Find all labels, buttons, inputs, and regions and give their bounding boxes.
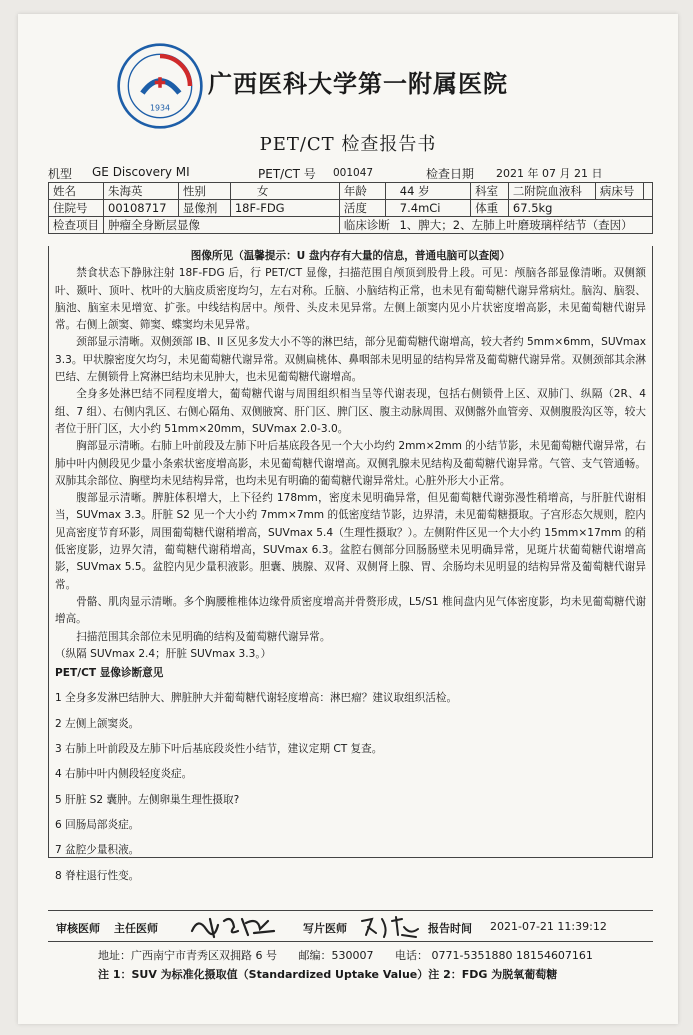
dept-label: 科室 (471, 183, 509, 200)
diag-value: 1、脾大；2、左肺上叶磨玻璃样结节（查因） (399, 218, 633, 232)
model-label: 机型 (48, 167, 73, 181)
weight-label: 体重 (471, 200, 509, 217)
dept-value: 二附院血液科 (508, 183, 595, 200)
writer-signature-icon (358, 913, 422, 941)
activity-label: 活度 (339, 200, 385, 217)
item-label: 检查项目 (49, 217, 104, 234)
suv-note: （纵隔 SUVmax 2.4；肝脏 SUVmax 3.3。） (55, 647, 272, 660)
footer-phone: 电话： 0771-5351880 18154607161 (395, 949, 593, 962)
hospno-value: 00108717 (104, 200, 179, 217)
report-page (18, 14, 678, 1024)
time-value: 2021-07-21 11:39:12 (490, 920, 607, 933)
sex-value: 女 (230, 183, 339, 200)
diagnosis-cell (339, 217, 652, 234)
reviewer-label: 审核医师 (56, 922, 100, 935)
sex-label: 性别 (178, 183, 230, 200)
findings-section (48, 246, 653, 882)
findings-paragraph: 骨骼、肌肉显示清晰。多个胸腰椎椎体边缘骨质密度增高并骨赘形成，L5/S1 椎间盘内见气体密度影，均未见葡萄糖代谢增高。 (55, 595, 646, 626)
impression-item: 8 脊柱退行性变。 (55, 869, 140, 882)
impression-item: 5 肝脏 S2 囊肿。左侧卵巢生理性摄取? (55, 793, 240, 806)
agent-label: 显像剂 (178, 200, 230, 217)
findings-title: 图像所见（温馨提示：U 盘内存有大量的信息，普通电脑可以查阅） (190, 250, 511, 262)
reviewer-signature-icon (188, 913, 278, 941)
report-title: PET/CT 检查报告书 (259, 134, 437, 155)
findings-paragraph: 胸部显示清晰。右肺上叶前段及左肺下叶后基底段各见一个大小均约 2mm×2mm 的小结节影，未见葡萄糖代谢异常，右肺中叶内侧段见少量小条索状密度增高影，未见葡萄糖代谢增高。双侧乳腺未见结构及葡萄糖代谢异常。气管、支气管通畅。双肺其余部位、胸壁均未见结构异常，也均未见有明确的葡萄糖代谢异常灶。心脏外形大小正常。 (55, 440, 646, 487)
impression-item: 4 右肺中叶内侧段轻度炎症。 (55, 768, 193, 781)
signature-row (48, 910, 653, 942)
hospital-name: 广西医科大学第一附属医院 (208, 69, 508, 98)
writer-label: 写片医师 (303, 922, 347, 935)
date-value: 2021 年 07 月 21 日 (496, 167, 603, 180)
findings-paragraph: 全身多处淋巴结不同程度增大，葡萄糖代谢与周围组织相当呈等代谢表现，包括右侧锁骨上区、双肺门、纵隔（2R、4 组、7 组）、右侧内乳区、右侧心隔角、双侧腋窝、肝门区、脾门区、腹主动脉周围、双侧髂外血管旁、双侧腹股沟区等，较大者位于肝门区，大小约 51mm×20mm，SUVmax 2.0-3.0。 (55, 388, 646, 435)
petct-label: PET/CT 号 (258, 167, 316, 181)
item-value: 肿瘤全身断层显像 (104, 217, 340, 234)
agent-value: 18F-FDG (230, 200, 339, 217)
age-label: 年龄 (339, 183, 385, 200)
logo-year: 1934 (149, 103, 171, 113)
hospno-label: 住院号 (49, 200, 104, 217)
findings-paragraph: 颈部显示清晰。双侧颈部 IB、II 区见多发大小不等的淋巴结，部分见葡萄糖代谢增高，较大者约 5mm×6mm，SUVmax 3.3。甲状腺密度欠均匀，未见葡萄糖代谢异常。双侧扁桃体、鼻咽部未见明显的结构异常及葡萄糖代谢异常。双侧颈部其余淋巴结、左侧锁骨上窝淋巴结均未见肿大，也未见葡萄糖代谢增高。 (55, 336, 646, 384)
impression-title: PET/CT 显像诊断意见 (55, 667, 164, 680)
impression-item: 3 右肺上叶前段及左肺下叶后基底段炎性小结节，建议定期 CT 复查。 (55, 743, 383, 756)
weight-value: 67.5kg (508, 200, 652, 217)
footer-postcode: 邮编：530007 (298, 949, 374, 962)
findings-paragraph: 扫描范围其余部位未见明确的结构及葡萄糖代谢异常。 (76, 630, 331, 643)
bed-label: 病床号 (595, 183, 643, 200)
chief-label: 主任医师 (114, 922, 158, 935)
time-label: 报告时间 (428, 922, 472, 935)
age-value: 44 岁 (385, 183, 470, 200)
date-label: 检查日期 (426, 167, 475, 181)
footer-contact (98, 947, 611, 963)
impression-item: 1 全身多发淋巴结肿大、脾脏肿大并葡萄糖代谢轻度增高：淋巴瘤？建议取组织活检。 (55, 692, 458, 705)
impression-item: 2 左侧上颌窦炎。 (55, 717, 140, 730)
patient-info-table (48, 182, 653, 234)
footer-address: 地址：广西南宁市青秀区双拥路 6 号 (98, 949, 277, 962)
meta-line (48, 164, 648, 183)
footer-notes: 注 1：SUV 为标准化摄取值（Standardized Uptake Value）注 2：FDG 为脱氧葡萄糖 (98, 968, 558, 981)
hospital-logo-icon (116, 42, 204, 130)
findings-paragraph: 腹部显示清晰。脾脏体积增大，上下径约 178mm，密度未见明确异常，但见葡萄糖代谢弥漫性稍增高，与肝脏代谢相当，SUVmax 3.3。肝脏 S2 见一个大小约 7mm×7mm 的低密度结节影，边界清，未见葡萄糖摄取。子宫形态欠规则，腔内见高密度节育环影，周围葡萄糖代谢稍增高，SUVmax 5.4（生理性摄取？）。左侧附件区见一个大小约 15mm×17mm 的稍低密度影，边界欠清，葡萄糖代谢稍增高，SUVmax 6.3。盆腔右侧部分回肠肠壁未见明确异常，见斑片状葡萄糖代谢增高影，SUVmax 5.5。盆腔内见少量积液影。胆囊、胰腺、双肾、双侧肾上腺、胃、余肠均未见明显的结构异常及葡萄糖代谢异常。 (55, 492, 646, 591)
findings-paragraph: 禁食状态下静脉注射 18F-FDG 后，行 PET/CT 显像，扫描范围自颅顶到股骨上段。可见：颅脑各部显像清晰。双侧额叶、颞叶、顶叶、枕叶的大脑皮质密度均匀，左右对称。丘脑、小脑结构正常，也未见有葡萄糖代谢异常病灶。脑沟、脑裂、脑池、脑室未见增宽、扩张。中线结构居中。颅骨、头皮未见异常。左侧上颌窦内见小片状密度增高影，未见葡萄糖代谢异常。右侧上颌窦、筛窦、蝶窦均未见异常。 (55, 267, 646, 332)
impression-item: 6 回肠局部炎症。 (55, 818, 140, 831)
diag-label: 临床诊断 (343, 218, 390, 232)
name-label: 姓名 (49, 183, 104, 200)
bed-value (644, 183, 653, 200)
model-value: GE Discovery MI (92, 165, 190, 179)
name-value: 朱海英 (104, 183, 179, 200)
activity-value: 7.4mCi (385, 200, 470, 217)
impression-item: 7 盆腔少量积液。 (55, 844, 140, 857)
petct-value: 001047 (333, 167, 374, 179)
